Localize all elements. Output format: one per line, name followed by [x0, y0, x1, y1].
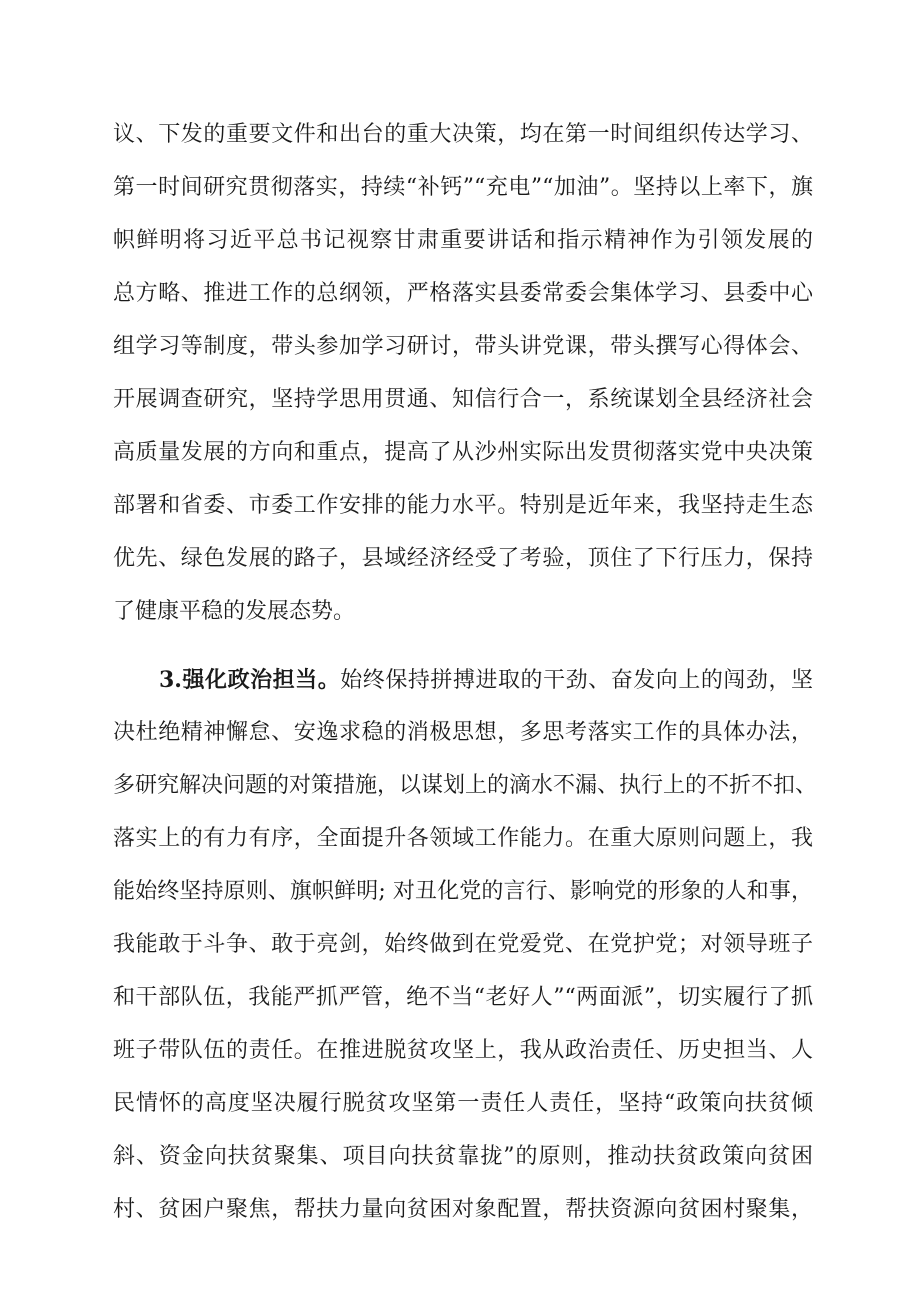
paragraph-2-line-11: 村、贫困户聚焦，帮扶力量向贫困对象配置，帮扶资源向贫困村聚集，: [113, 1197, 813, 1222]
paragraph-1-line-4: 总方略、推进工作的总纲领，严格落实县委常委会集体学习、县委中心: [113, 281, 813, 306]
paragraph-2-line-6: 我能敢于斗争、敢于亮剑，始终做到在党爱党、在党护党；对领导班子: [113, 932, 813, 957]
paragraph-1-line-3: 帜鲜明将习近平总书记视察甘肃重要讲话和指示精神作为引领发展的: [113, 228, 813, 253]
paragraph-2-line-2: 决杜绝精神懈怠、安逸求稳的消极思想，多思考落实工作的具体办法，: [113, 720, 813, 745]
paragraph-2-line-3: 多研究解决问题的对策措施，以谋划上的滴水不漏、执行上的不折不扣、: [113, 773, 818, 798]
paragraph-2-line-1-text: 始终保持拼搏进取的干劲、奋发向上的闯劲，坚: [340, 668, 813, 693]
paragraph-2-line-4: 落实上的有力有序，全面提升各领域工作能力。在重大原则问题上，我: [113, 826, 813, 851]
paragraph-2-line-8: 班子带队伍的责任。在推进脱贫攻坚上，我从政治责任、历史担当、人: [113, 1038, 813, 1063]
paragraph-1-line-10: 了健康平稳的发展态势。: [113, 599, 356, 624]
paragraph-2-line-9: 民情怀的高度坚决履行脱贫攻坚第一责任人责任，坚持“政策向扶贫倾: [113, 1091, 813, 1116]
paragraph-1-line-2: 第一时间研究贯彻落实，持续“补钙”“充电”“加油”。坚持以上率下，旗: [113, 175, 813, 200]
paragraph-2-line-10: 斜、资金向扶贫聚集、项目向扶贫靠拢”的原则，推动扶贫政策向贫困: [113, 1144, 813, 1169]
paragraph-1-line-9: 优先、绿色发展的路子，县域经济经受了考验，顶住了下行压力，保持: [113, 546, 813, 571]
paragraph-2-line-1: [159, 660, 813, 700]
paragraph-1-line-8: 部署和省委、市委工作安排的能力水平。特别是近年来，我坚持走生态: [113, 493, 813, 518]
paragraph-1-line-6: 开展调查研究，坚持学思用贯通、知信行合一，系统谋划全县经济社会: [113, 387, 813, 412]
paragraph-2-line-5: 能始终坚持原则、旗帜鲜明; 对丑化党的言行、影响党的形象的人和事，: [113, 879, 813, 904]
paragraph-1-line-5: 组学习等制度，带头参加学习研讨，带头讲党课，带头撰写心得体会、: [113, 334, 813, 359]
paragraph-2-line-7: 和干部队伍，我能严抓严管，绝不当“老好人”“两面派”，切实履行了抓: [113, 985, 813, 1010]
section-heading: 3.强化政治担当。: [159, 667, 341, 693]
paragraph-1-line-7: 高质量发展的方向和重点，提高了从沙州实际出发贯彻落实党中央决策: [113, 440, 813, 465]
paragraph-1-line-1: 议、下发的重要文件和出台的重大决策，均在第一时间组织传达学习、: [113, 122, 813, 147]
